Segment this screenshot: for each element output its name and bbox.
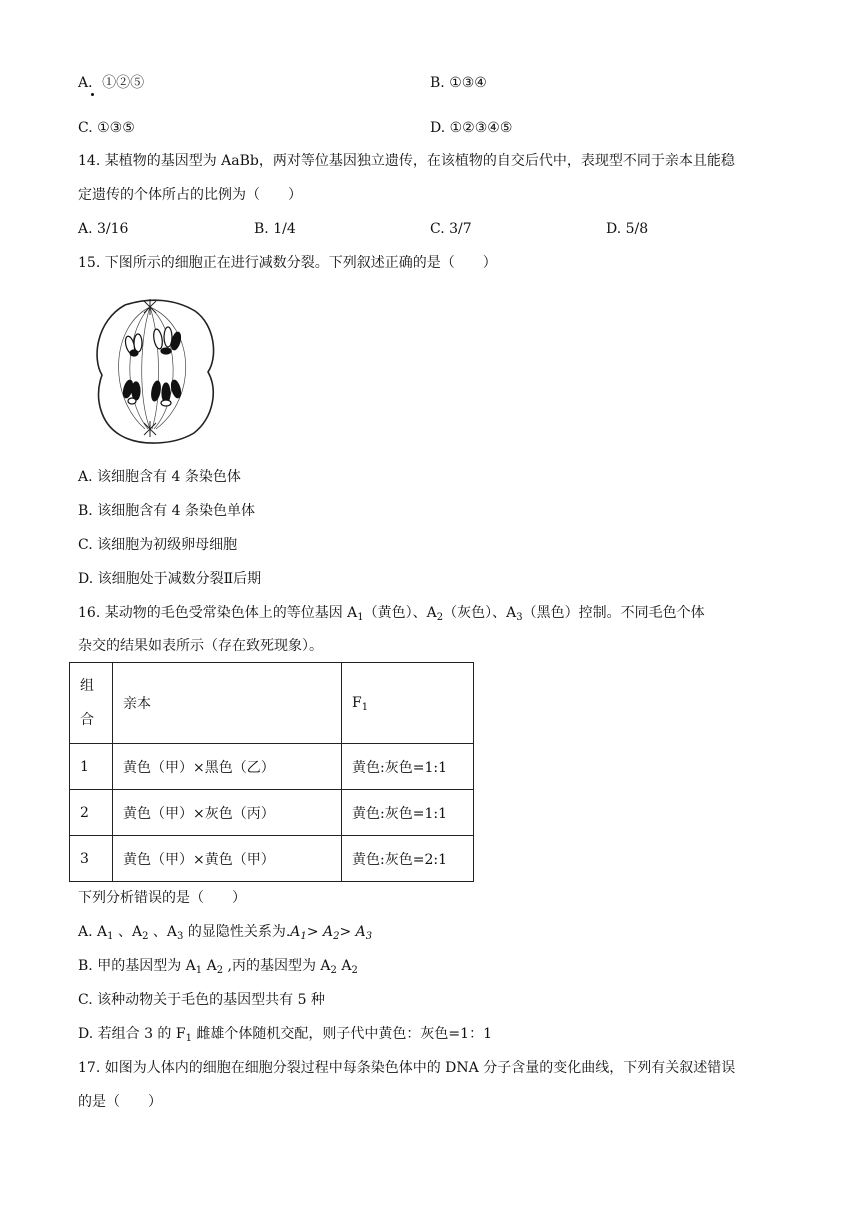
meiosis-cell-figure	[90, 297, 220, 451]
q13-option-d[interactable]: D. ①②③④⑤	[430, 120, 513, 136]
cell-f1: 黄色:灰色=1:1	[342, 790, 474, 836]
q17-stem-line1: 17. 如图为人体内的细胞在细胞分裂过程中每条染色体中的 DNA 分子含量的变化曲线，下列有关叙述错误	[78, 1060, 736, 1076]
q15-option-b[interactable]: B. 该细胞含有 4 条染色单体	[78, 503, 255, 519]
q15-option-a[interactable]: A. 该细胞含有 4 条染色体	[78, 469, 241, 485]
cell-group: 1	[70, 744, 113, 790]
cell-parents: 黄色（甲）×黄色（甲）	[113, 836, 342, 882]
q15-option-d[interactable]: D. 该细胞处于减数分裂Ⅱ后期	[78, 571, 262, 587]
q16-option-b[interactable]: B. 甲的基因型为 $A_1$ $A_2$ ,丙的基因型为 $A_2$ $A_2$	[78, 958, 358, 976]
option-label: A．	[78, 75, 103, 91]
q14-option-c[interactable]: C. 3/7	[430, 221, 472, 237]
q16-question: 下列分析错误的是（ ）	[78, 890, 246, 906]
header-group: 组 合	[70, 663, 113, 744]
table-row	[70, 744, 474, 790]
cell-f1: 黄色:灰色=1:1	[342, 744, 474, 790]
emphasis-dot	[91, 93, 94, 96]
cross-results-table	[69, 662, 474, 882]
q16-option-d[interactable]: D. 若组合 3 的 $F_1$ 雌雄个体随机交配，则子代中黄色：灰色=1：1	[78, 1026, 492, 1044]
header-f1: $F_1$	[342, 663, 474, 744]
q14-option-a[interactable]: A. 3/16	[78, 221, 129, 237]
q13-option-c[interactable]: C. ①③⑤	[78, 120, 135, 136]
cell-group: 3	[70, 836, 113, 882]
cell-group: 2	[70, 790, 113, 836]
q14-stem-line2: 定遗传的个体所占的比例为（ ）	[78, 187, 302, 203]
q16-option-c[interactable]: C. 该种动物关于毛色的基因型共有 5 种	[78, 992, 325, 1008]
cell-f1: 黄色:灰色=2:1	[342, 836, 474, 882]
q13-option-b[interactable]: B. ①③④	[430, 75, 487, 91]
q14-option-d[interactable]: D. 5/8	[606, 221, 649, 237]
cell-parents: 黄色（甲）×灰色（丙）	[113, 790, 342, 836]
q16-stem-line2: 杂交的结果如表所示（存在致死现象）。	[78, 638, 323, 654]
q15-option-c[interactable]: C. 该细胞为初级卵母细胞	[78, 537, 238, 553]
option-text: ①②⑤	[102, 75, 145, 91]
q17-stem-line2: 的是（ ）	[78, 1094, 162, 1110]
cell-parents: 黄色（甲）×黑色（乙）	[113, 744, 342, 790]
q14-option-b[interactable]: B. 1/4	[254, 221, 296, 237]
q13-option-a[interactable]	[78, 73, 144, 93]
q15-stem: 15. 下图所示的细胞正在进行减数分裂。下列叙述正确的是（ ）	[78, 255, 497, 271]
q14-stem-line1: 14. 某植物的基因型为 AaBb，两对等位基因独立遗传，在该植物的自交后代中，表现型不同于亲本且能稳	[78, 153, 735, 169]
table-row	[70, 836, 474, 882]
table-header-row	[70, 663, 474, 744]
table-row	[70, 790, 474, 836]
header-parents: 亲本	[113, 663, 342, 744]
q16-option-a[interactable]: A. $A_1$ 、$A_2$ 、$A_3$ 的显隐性关系为$.A_1> A_2> A_3$	[78, 924, 373, 942]
q16-stem-line1: 16. 某动物的毛色受常染色体上的等位基因 $A_1$（黄色）、$A_2$（灰色）、$A_3$（黑色）控制。不同毛色个体	[78, 605, 705, 623]
